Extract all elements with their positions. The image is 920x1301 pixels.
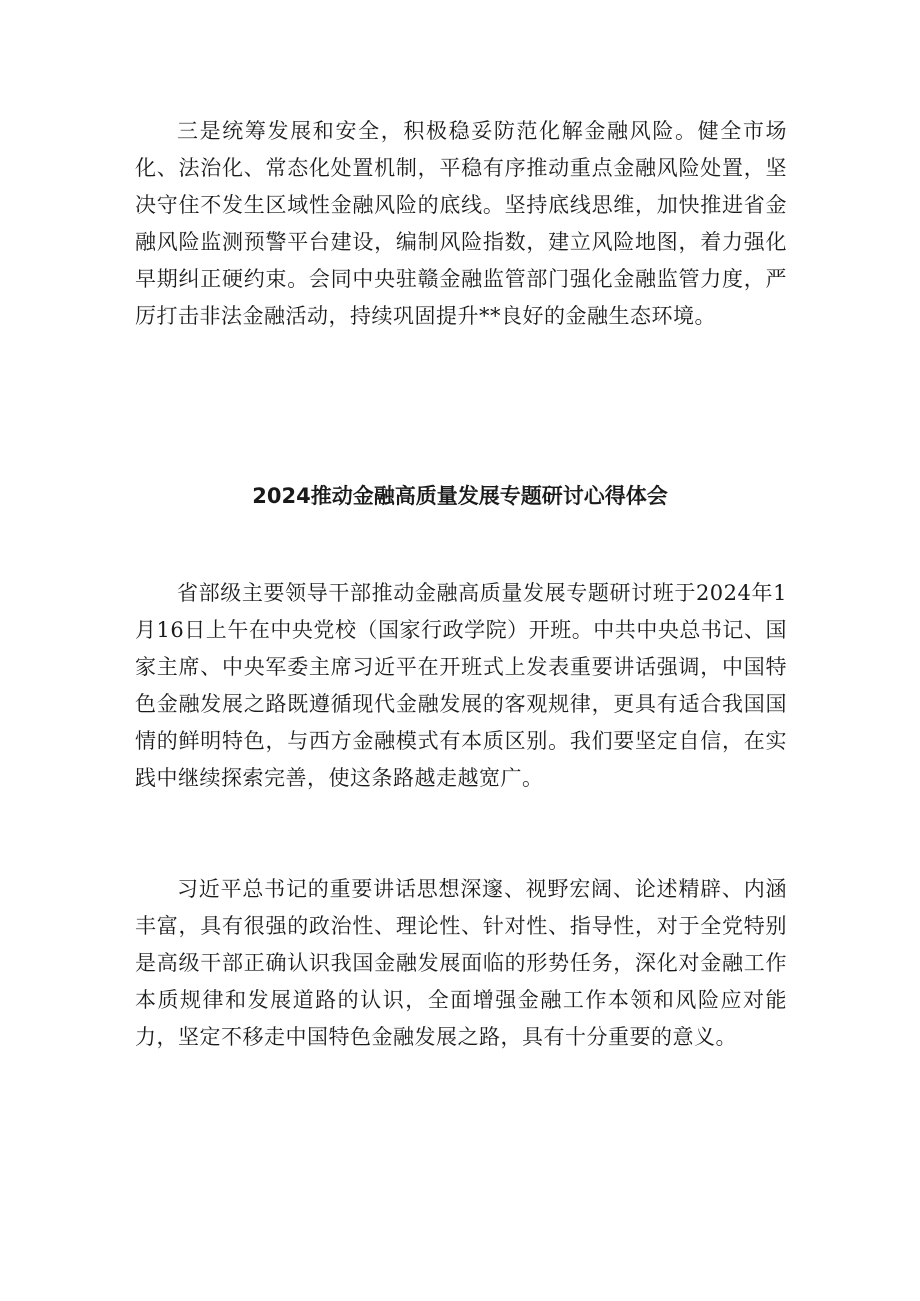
paragraph-text: 三是统筹发展和安全，积极稳妥防范化解金融风险。健全市场化、法治化、常态化处置机制，平稳有序推动重点金融风险处置，坚决守住不发生区域性金融风险的底线。坚持底线思维，加快推进省金融风险监测预警平台建设，编制风险指数，建立风险地图，着力强化早期纠正硬约束。会同中央驻赣金融监管部门强化金融监管力度，严厉打击非法金融活动，持续巩固提升**良好的金融生态环境。 (135, 119, 787, 328)
paragraph-text: 省部级主要领导干部推动金融高质量发展专题研讨班于2024年1月16日上午在中央党校（国家行政学院）开班。中共中央总书记、国家主席、中央军委主席习近平在开班式上发表重要讲话强调，中国特色金融发展之路既遵循现代金融发展的客观规律，更具有适合我国国情的鲜明特色，与西方金融模式有本质区别。我们要坚定自信，在实践中继续探索完善，使这条路越走越宽广。 (135, 581, 787, 790)
paragraph-text: 习近平总书记的重要讲话思想深邃、视野宏阔、论述精辟、内涵丰富，具有很强的政治性、理论性、针对性、指导性，对于全党特别是高级干部正确认识我国金融发展面临的形势任务，深化对金融工作本质规律和发展道路的认识，全面增强金融工作本领和风险应对能力，坚定不移走中国特色金融发展之路，具有十分重要的意义。 (135, 877, 787, 1049)
paragraph-financial-risk (135, 113, 787, 335)
paragraph-seminar-opening (135, 575, 787, 797)
paragraph-speech-significance (135, 871, 787, 1056)
section-heading: 2024推动金融高质量发展专题研讨心得体会 (252, 484, 668, 508)
